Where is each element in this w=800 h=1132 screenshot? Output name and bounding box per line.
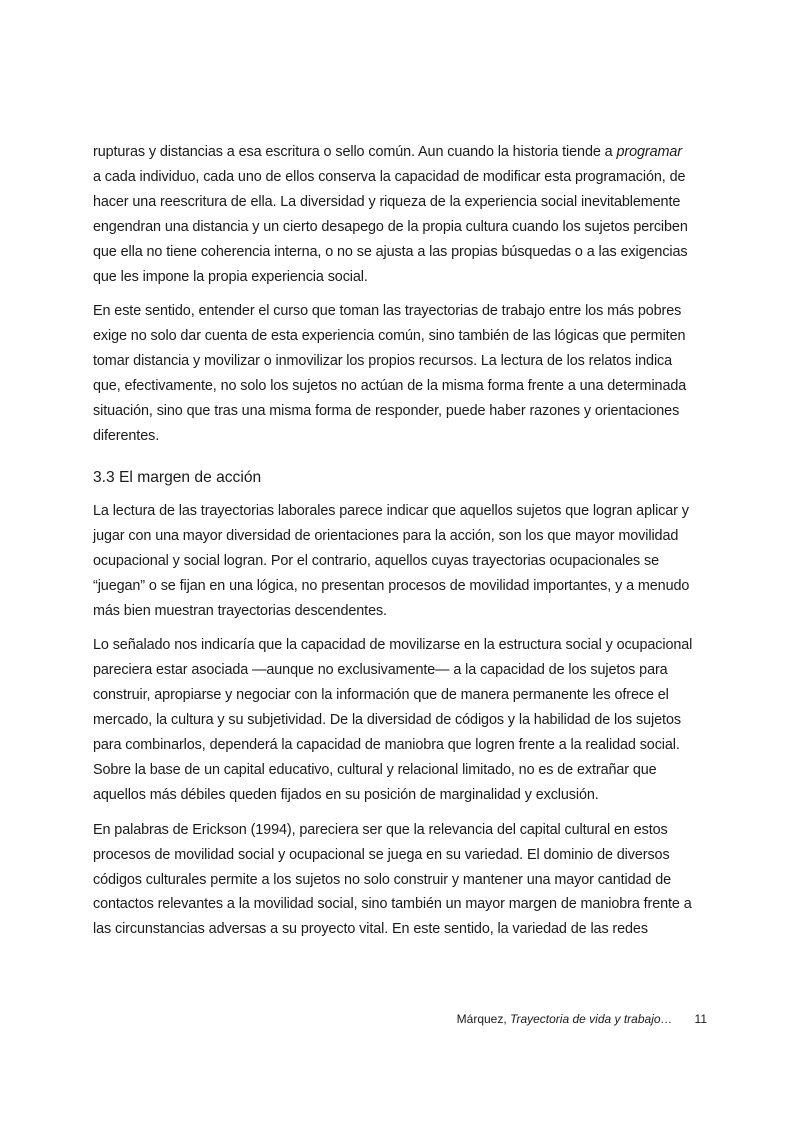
text-run: rupturas y distancias a esa escritura o sello común. Aun cuando la historia tiende a — [93, 144, 617, 160]
text-line: para combinarlos, dependerá la capacidad de maniobra que logren frente a la realidad social. — [93, 737, 680, 754]
text-line: situación, sino que tras una misma forma de responder, puede haber razones y orientaciones — [93, 403, 680, 420]
text-line: “juegan” o se fijan en una lógica, no presentan procesos de movilidad importantes, y a menudo — [93, 577, 690, 594]
paragraph-5 — [93, 818, 713, 943]
text-line: mercado, la cultura y su subjetividad. De la diversidad de códigos y la habilidad de los sujetos — [93, 712, 681, 729]
paragraph-4 — [93, 633, 713, 807]
text-line: exige no solo dar cuenta de esta experiencia común, sino también de las lógicas que permiten — [93, 328, 686, 345]
text-line: diferentes. — [93, 427, 160, 444]
text-line: construir, apropiarse y negociar con la información que de manera permanente les ofrece el — [93, 687, 669, 704]
text-line — [93, 140, 713, 165]
text-line: Lo señalado nos indicaría que la capacidad de movilizarse en la estructura social y ocupacional — [93, 637, 693, 654]
body-text — [93, 140, 713, 952]
text-line: En palabras de Erickson (1994), pareciera ser que la relevancia del capital cultural en estos — [93, 821, 668, 838]
text-line: ocupacional y social logran. Por el contrario, aquellos cuyas trayectorias ocupacionales se — [93, 552, 660, 569]
text-line: las circunstancias adversas a su proyecto vital. En este sentido, la variedad de las redes — [93, 921, 648, 938]
text-line: pareciera estar asociada —aunque no exclusivamente— a la capacidad de los sujetos para — [93, 662, 668, 679]
text-line: La lectura de las trayectorias laborales parece indicar que aquellos sujetos que logran aplicar y — [93, 502, 689, 519]
paragraph-2 — [93, 299, 713, 448]
emphasis-text: programar — [616, 144, 682, 160]
text-line: jugar con una mayor diversidad de orientaciones para la acción, son los que mayor movilidad — [93, 527, 679, 544]
text-line: que ella no tiene coherencia interna, o no se ajusta a las propias búsquedas o a las exigencias — [93, 243, 688, 260]
page-number: 11 — [694, 1012, 707, 1026]
text-line: aquellos más débiles queden fijados en su posición de marginalidad y exclusión. — [93, 786, 599, 803]
text-line: códigos culturales permite a los sujetos no solo construir y mantener una mayor cantidad de — [93, 871, 672, 888]
text-line: hacer una reescritura de ella. La diversidad y riqueza de la experiencia social inevitablemente — [93, 193, 681, 210]
text-line: procesos de movilidad social y ocupacional se juega en su variedad. El dominio de diversos — [93, 846, 670, 863]
text-line: contactos relevantes a la movilidad social, sino también un mayor margen de maniobra frente a — [93, 896, 692, 913]
page-footer — [93, 1012, 707, 1026]
text-line: engendran una distancia y un cierto desapego de la propia cultura cuando los sujetos perciben — [93, 218, 688, 235]
text-line: Sobre la base de un capital educativo, cultural y relacional limitado, no es de extrañar que — [93, 761, 657, 778]
section-heading: 3.3 El margen de acción — [93, 468, 262, 486]
text-line: a cada individuo, cada uno de ellos conserva la capacidad de modificar esta programación, de — [93, 168, 686, 185]
text-line: tomar distancia y movilizar o inmovilizar los propios recursos. La lectura de los relatos indica — [93, 353, 673, 370]
footer-title: Trayectoria de vida y trabajo… — [510, 1012, 673, 1026]
text-line: más bien muestran trayectorias descendentes. — [93, 602, 387, 619]
footer-author: Márquez, — [456, 1012, 511, 1026]
text-line: que, efectivamente, no solo los sujetos no actúan de la misma forma frente a una determinada — [93, 378, 687, 395]
text-line: que les impone la propia experiencia social. — [93, 268, 368, 285]
text-line: En este sentido, entender el curso que toman las trayectorias de trabajo entre los más pobres — [93, 303, 682, 320]
paragraph-1 — [93, 140, 713, 289]
paragraph-3 — [93, 499, 713, 624]
